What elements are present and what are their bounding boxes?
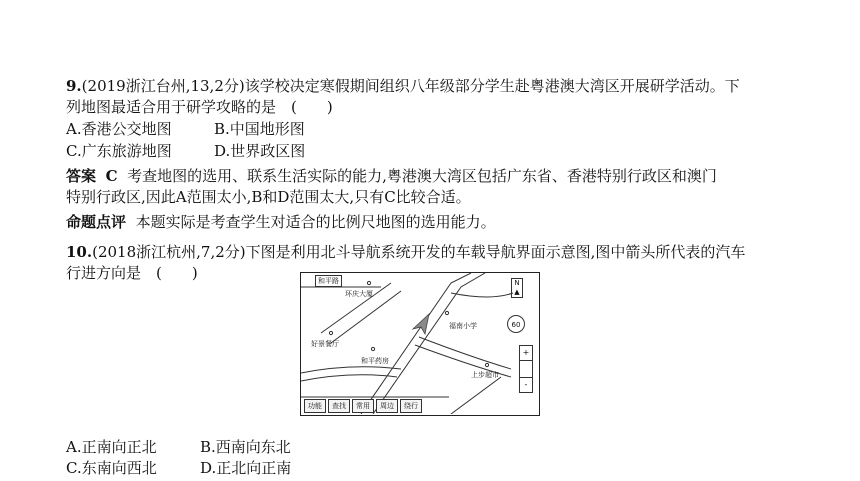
- q9-option-c: C.广东旅游地图: [66, 142, 172, 160]
- toolbar-button-nearby: 周边: [376, 399, 398, 413]
- q10-stem-line1: [66, 242, 745, 262]
- answer-text1: 考查地图的选用、联系生活实际的能力,粤港澳大湾区包括广东省、香港特别行政区和澳门: [127, 167, 717, 185]
- q9-option-a: A.香港公交地图: [66, 120, 172, 138]
- comment-label: 命题点评: [66, 213, 127, 231]
- q9-comment: [66, 212, 496, 232]
- q10-option-c: C.东南向西北: [66, 459, 157, 477]
- q10-number: 10.: [66, 243, 93, 261]
- q10-stem-text1: (2018浙江杭州,7,2分)下图是利用北斗导航系统开发的车载导航界面示意图,图中箭头所代表的汽车: [92, 243, 746, 261]
- q10-option-a: A.正南向正北: [66, 438, 157, 456]
- toolbar-button-function: 功能: [304, 399, 326, 413]
- compass-icon: [511, 278, 523, 298]
- zoom-control: [519, 345, 533, 393]
- car-arrow-icon: [409, 313, 433, 335]
- zoom-out-icon: -: [524, 380, 528, 389]
- zoom-in-icon: +: [522, 348, 530, 357]
- q10-stem-line2: 行进方向是 ( ): [66, 264, 198, 282]
- answer-label: 答案: [66, 167, 97, 185]
- q9-options-row1: [66, 119, 305, 139]
- map-place-haoshi: 好景餐厅: [311, 340, 339, 348]
- q10-option-b: B.西南向东北: [200, 438, 291, 456]
- q9-option-b: B.中国地形图: [214, 120, 305, 138]
- zoom-slider: [520, 360, 532, 378]
- q9-options-row2: [66, 141, 305, 161]
- toolbar-button-search: 查找: [328, 399, 350, 413]
- map-place-huanqiu: 环庆大厦: [345, 290, 373, 298]
- toolbar-button-common: 常用: [352, 399, 374, 413]
- compass-arrow-icon: ▲: [514, 288, 520, 296]
- q9-stem-text1: (2019浙江台州,13,2分)该学校决定寒假期间组织八年级部分学生赴粤港澳大湾区开展研学活动。下: [81, 77, 740, 95]
- comment-text: 本题实际是考查学生对适合的比例尺地图的选用能力。: [135, 213, 496, 231]
- map-road-label: 和平路: [315, 275, 342, 287]
- q10-options-row2: [66, 458, 291, 478]
- q10-options-row1: [66, 437, 291, 457]
- q9-answer-line2: 特别行政区,因此A范围太小,B和D范围太大,只有C比较合适。: [66, 188, 471, 206]
- map-place-fuhai: 福南小学: [449, 322, 477, 330]
- q9-answer-line1: [66, 166, 717, 186]
- navigation-map-figure: [300, 272, 540, 416]
- toolbar-button-detour: 绕行: [400, 399, 422, 413]
- q9-number: 9.: [66, 77, 82, 95]
- q9-stem-line1: [66, 76, 740, 96]
- speed-indicator: 60: [507, 315, 525, 333]
- map-toolbar: [304, 399, 422, 413]
- map-place-heping-drug: 和平药房: [361, 357, 389, 365]
- map-place-shangbu: 上步超市: [471, 371, 499, 379]
- compass-letter: N: [514, 279, 520, 287]
- q10-option-d: D.正北向正南: [200, 459, 292, 477]
- q9-stem-line2: 列地图最适合用于研学攻略的是 ( ): [66, 98, 333, 116]
- q9-option-d: D.世界政区图: [214, 142, 306, 160]
- answer-value: C: [105, 167, 118, 185]
